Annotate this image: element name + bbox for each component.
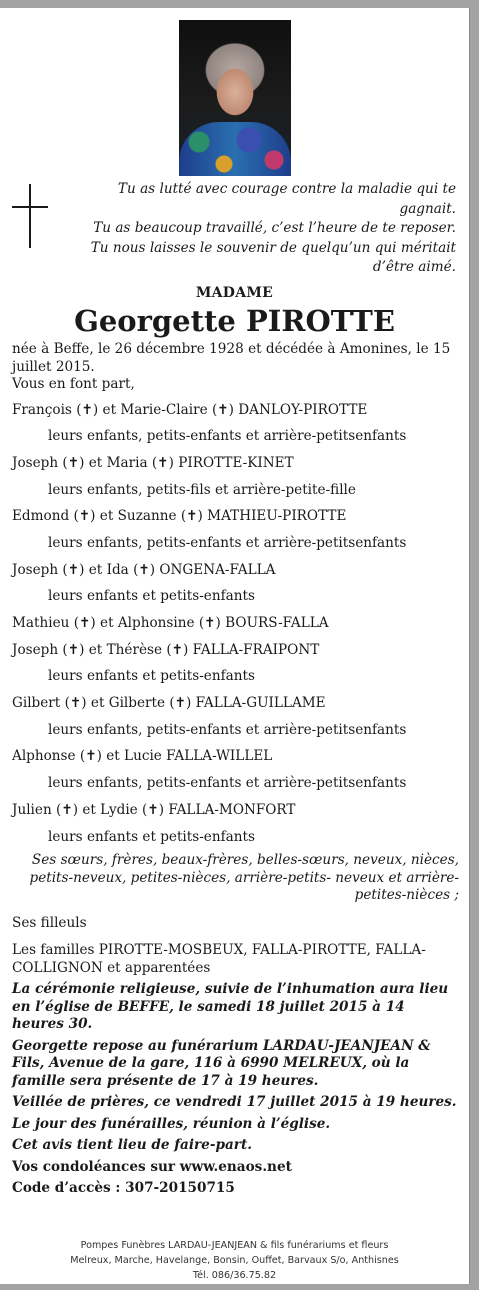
deceased-portrait-photo	[179, 20, 291, 176]
funerarium-info: Georgette repose au funérarium LARDAU-JEANJEAN & Fils, Avenue de la gare, 116 à 6990 MELREUX, où la famille sera présente de 17 à 19 heures.	[12, 1037, 431, 1089]
portrait-dress-pattern	[179, 122, 291, 176]
title-prefix: MADAME	[195, 285, 274, 301]
obituary-body	[12, 341, 459, 1198]
cross-icon	[12, 184, 48, 248]
footer-phone: Tél. 086/36.75.82	[192, 1270, 277, 1281]
families-line: Les familles PIROTTE-MOSBEUX, FALLA-PIROTTE, FALLA-COLLIGNON et apparentées	[12, 942, 426, 976]
family-line: Joseph (✝) et Ida (✝) ONGENA-FALLA	[12, 561, 276, 578]
family-descendants-line: leurs enfants, petits-enfants et arrière-petitsenfants	[48, 721, 407, 738]
deceased-name: Georgette PIROTTE	[74, 304, 395, 338]
quote-line: Tu nous laisses le souvenir de quelqu’un qui méritait	[90, 239, 456, 256]
family-list	[12, 397, 459, 851]
family-line: Mathieu (✝) et Alphonsine (✝) BOURS-FALLA	[12, 615, 329, 631]
quote-line: gagnait.	[399, 200, 456, 217]
footer-line: Melreux, Marche, Havelange, Bonsin, Ouffet, Barvaux S/o, Anthisnes	[70, 1255, 399, 1266]
family-descendants-line: leurs enfants et petits-enfants	[48, 828, 255, 845]
footer-line: Pompes Funèbres LARDAU-JEANJEAN & fils funérariums et fleurs	[80, 1240, 389, 1251]
quote-line: d’être aimé.	[372, 259, 456, 275]
family-descendants-line: leurs enfants, petits-enfants et arrière-petitsenfants	[48, 534, 407, 551]
quote-line: Tu as lutté avec courage contre la maladie qui te	[117, 181, 456, 197]
family-descendants-line: leurs enfants, petits-enfants et arrière-petitsenfants	[48, 775, 407, 792]
meeting-info: Le jour des funérailles, réunion à l’église.	[12, 1115, 331, 1132]
family-line: Joseph (✝) et Thérèse (✝) FALLA-FRAIPONT	[12, 641, 320, 658]
birth-death-info: née à Beffe, le 26 décembre 1928 et décédée à Amonines, le 15 juillet 2015.	[12, 341, 451, 375]
condolences-link[interactable]: Vos condoléances sur www.enaos.net	[12, 1158, 292, 1175]
family-line: Julien (✝) et Lydie (✝) FALLA-MONFORT	[12, 801, 296, 818]
family-line: François (✝) et Marie-Claire (✝) DANLOY-PIROTTE	[12, 401, 368, 418]
access-code: Code d’accès : 307-20150715	[12, 1180, 235, 1197]
funeral-home-footer	[0, 1238, 469, 1283]
family-descendants-line: leurs enfants, petits-enfants et arrière-petitsenfants	[48, 428, 407, 445]
notice-line: Cet avis tient lieu de faire-part.	[12, 1137, 252, 1154]
family-descendants-line: leurs enfants et petits-enfants	[48, 668, 255, 685]
family-line: Edmond (✝) et Suzanne (✝) MATHIEU-PIROTTE	[12, 508, 347, 525]
family-line: Joseph (✝) et Maria (✝) PIROTTE-KINET	[12, 454, 294, 471]
memorial-quote	[60, 180, 456, 278]
relatives-line: Ses sœurs, frères, beaux-frères, belles-sœurs, neveux, nièces, petits-neveux, petites-nièces, arrière-petits- neveux et arrière-petites-nièces ;	[29, 852, 459, 904]
announce-line: Vous en font part,	[12, 376, 135, 392]
godchildren-line: Ses filleuls	[12, 914, 87, 931]
family-line: Gilbert (✝) et Gilberte (✝) FALLA-GUILLAME	[12, 695, 326, 712]
family-line: Alphonse (✝) et Lucie FALLA-WILLEL	[12, 748, 273, 765]
ceremony-info: La cérémonie religieuse, suivie de l’inhumation aura lieu en l’église de BEFFE, le samedi 18 juillet 2015 à 14 heures 30.	[12, 981, 449, 1033]
quote-line: Tu as beaucoup travaillé, c’est l’heure de te reposer.	[93, 220, 456, 236]
obituary-card	[0, 8, 470, 1284]
family-descendants-line: leurs enfants, petits-fils et arrière-petite-fille	[48, 481, 356, 498]
vigil-info: Veillée de prières, ce vendredi 17 juillet 2015 à 19 heures.	[12, 1094, 457, 1111]
family-descendants-line: leurs enfants et petits-enfants	[48, 588, 255, 605]
